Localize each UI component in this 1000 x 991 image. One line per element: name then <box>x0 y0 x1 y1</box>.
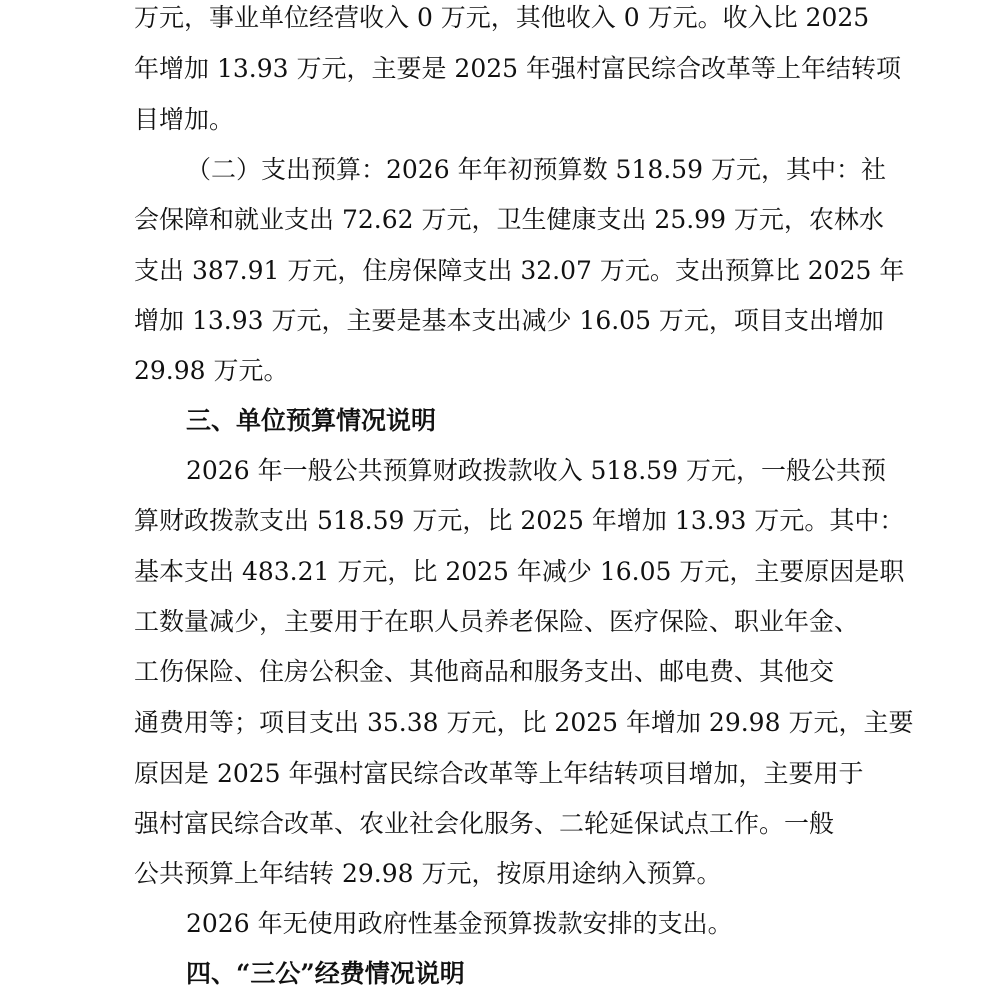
section-heading: 四、“三公”经费情况说明 <box>186 959 465 988</box>
body-text-line: 工伤保险、住房公积金、其他商品和服务支出、邮电费、其他交 <box>134 657 835 686</box>
body-text-line: 会保障和就业支出 72.62 万元，卫生健康支出 25.99 万元，农林水 <box>134 205 884 234</box>
body-text-line: 支出 387.91 万元，住房保障支出 32.07 万元。支出预算比 2025 年 <box>134 256 905 285</box>
body-text-line: 29.98 万元。 <box>134 356 289 385</box>
section-subheading-line: （二）支出预算：2026 年年初预算数 518.59 万元，其中：社 <box>186 155 886 184</box>
body-text-line: 公共预算上年结转 29.98 万元，按原用途纳入预算。 <box>134 859 722 888</box>
body-text-line: 增加 13.93 万元，主要是基本支出减少 16.05 万元，项目支出增加 <box>134 306 884 335</box>
body-text-line: 原因是 2025 年强村富民综合改革等上年结转项目增加，主要用于 <box>134 759 864 788</box>
paragraph-line: 2026 年无使用政府性基金预算拨款安排的支出。 <box>186 909 733 938</box>
body-text-line: 目增加。 <box>134 105 235 134</box>
body-text-line: 基本支出 483.21 万元，比 2025 年减少 16.05 万元，主要原因是职 <box>134 557 905 586</box>
body-text-line: 万元，事业单位经营收入 0 万元，其他收入 0 万元。收入比 2025 <box>134 3 870 32</box>
body-text-line: 工数量减少，主要用于在职人员养老保险、医疗保险、职业年金、 <box>134 607 860 636</box>
body-text-line: 算财政拨款支出 518.59 万元，比 2025 年增加 13.93 万元。其中： <box>134 506 905 535</box>
section-heading: 三、单位预算情况说明 <box>186 406 437 435</box>
body-text-line: 通费用等；项目支出 35.38 万元，比 2025 年增加 29.98 万元，主要 <box>134 708 914 737</box>
body-text-line: 强村富民综合改革、农业社会化服务、二轮延保试点工作。一般 <box>134 809 835 838</box>
body-text-line: 年增加 13.93 万元，主要是 2025 年强村富民综合改革等上年结转项 <box>134 54 901 83</box>
paragraph-start-line: 2026 年一般公共预算财政拨款收入 518.59 万元，一般公共预 <box>186 456 886 485</box>
